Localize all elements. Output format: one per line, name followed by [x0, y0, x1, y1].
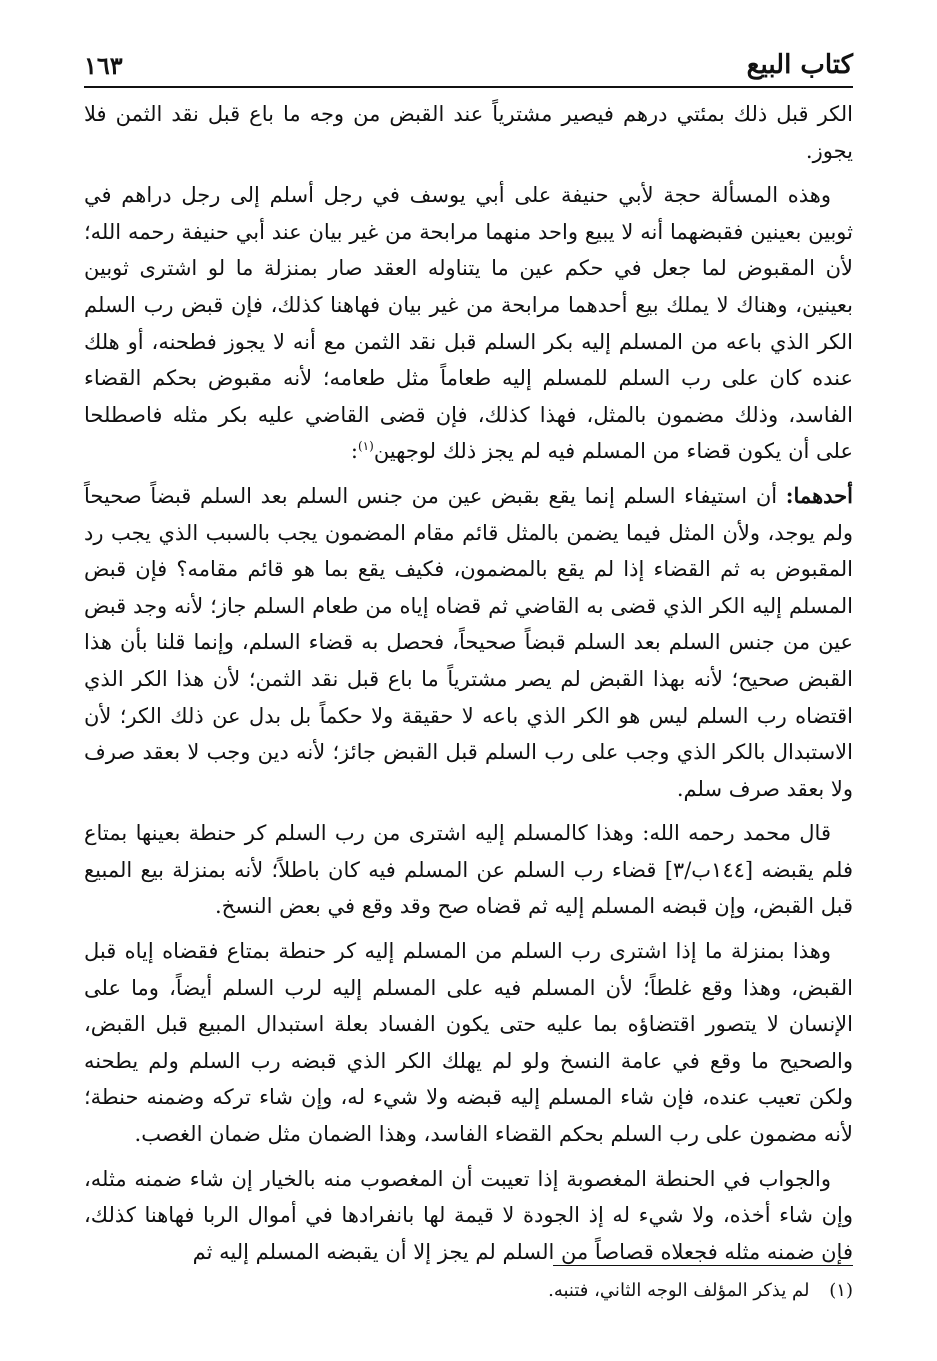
- footnote-divider: [553, 1265, 853, 1266]
- paragraph-5-text: وهذا بمنزلة ما إذا اشترى رب السلم من المسلم إليه كر حنطة بمتاع فقضاه إياه قبل القبض، وهذا وقع غلطاً؛ لأن المسلم فيه على المسلم إليه لرب السلم أيضاً، وما على الإنسان لا يتصور اقتضاؤه بما عليه حتى يكون الفساد بعلة استبدال المبيع قبل القبض، والصحيح ما وقع في عامة النسخ ولو لم يهلك الكر الذي قبضه رب السلم ولم يطحنه ولكن تعيب عنده، فإن شاء المسلم إليه قبضه ولا شيء له، وإن شاء تركه وضمنه حنطة؛ لأنه مضمون على رب السلم بحكم القضاء الفاسد، وهذا الضمان مثل ضمان الغصب.: [84, 939, 853, 1147]
- paragraph-1-text: الكر قبل ذلك بمئتي درهم فيصير مشترياً عند القبض من وجه ما باع قبل نقد الثمن فلا يجوز.: [84, 102, 853, 163]
- paragraph-3: [84, 478, 853, 807]
- paragraph-6-text: والجواب في الحنطة المغصوبة إذا تعيبت أن المغصوب منه بالخيار إن شاء ضمنه مثله، وإن شاء أخذه، ولا شيء له إذ الجودة لا قيمة لها بانفرادها في أموال الربا فهاهنا كذلك، فإن ضمنه مثله فجعلاه قصاصاً من السلم لم يجز إلا أن يقبضه المسلم إليه ثم: [84, 1166, 853, 1264]
- page-number: ١٦٣: [84, 51, 123, 80]
- page-header: [84, 34, 853, 88]
- footnote-text: لم يذكر المؤلف الوجه الثاني، فتنبه.: [548, 1280, 810, 1301]
- paragraph-6: [84, 1161, 853, 1271]
- paragraph-5: [84, 933, 853, 1153]
- paragraph-4-text: قال محمد رحمه الله: وهذا كالمسلم إليه اشترى من رب السلم كر حنطة بعينها بمتاع فلم يقبضه [١٤٤ب/٣] قضاء رب السلم عن المسلم فيه كان باطلاً؛ لأنه بمنزلة بيع المبيع قبل القبض، وإن قبضه المسلم إليه ثم قضاه صح وقد وقع في بعض النسخ.: [84, 821, 853, 919]
- footnote-marker[interactable]: (١): [357, 439, 374, 454]
- paragraph-4: [84, 815, 853, 925]
- running-title: كتاب البيع: [746, 50, 853, 80]
- paragraph-2: وهذه المسألة حجة لأبي حنيفة على أبي يوسف في رجل أسلم إلى رجل دراهم في ثوبين بعينين فقبضهما أنه لا يبيع واحد منهما مرابحة من غير بيان عند أبي حنيفة رحمه الله؛ لأن المقبوض لما جعل في حكم عين ما يتناوله العقد صار بمنزلة ما لو اشترى ثوبين بعينين، وهناك لا يملك بيع أحدهما مرابحة من غير بيان فهاهنا كذلك، فإن قبض رب السلم الكر الذي باعه من المسلم إليه بكر السلم قبل نقد الثمن مع أنه لا يجوز فطحنه، أو هلك عنده كان على رب السلم للمسلم إليه طعاماً مثل طعامه؛ لأنه مقبوض بحكم القضاء الفاسد، وذلك مضمون بالمثل، فهذا كذلك، فإن قضى القاضي عليه بكر مثله فاصطلحا على أن يكون قضاء من المسلم فيه لم يجز ذلك لوجهين$^{(١)}$:: [84, 183, 853, 464]
- paragraph-1: [84, 96, 853, 169]
- paragraph-2-text: وهذه المسألة حجة لأبي حنيفة على أبي يوسف في رجل أسلم إلى رجل دراهم في ثوبين بعينين فقبضهما أنه لا يبيع واحد منهما مرابحة من غير بيان عند أبي حنيفة رحمه الله؛ لأن المقبوض لما جعل في حكم عين ما يتناوله العقد صار بمنزلة ما لو اشترى ثوبين بعينين، وهناك لا يملك بيع أحدهما مرابحة من غير بيان فهاهنا كذلك، فإن قبض رب السلم الكر الذي باعه من المسلم إليه بكر السلم قبل نقد الثمن مع أنه لا يجوز فطحنه، أو هلك عنده كان على رب السلم للمسلم إليه طعاماً مثل طعامه؛ لأنه مقبوض بحكم القضاء الفاسد، وذلك مضمون بالمثل، فهذا كذلك، فإن قضى القاضي عليه بكر مثله فاصطلحا على أن يكون قضاء من المسلم فيه لم يجز ذلك لوجهين: [84, 183, 853, 464]
- paragraph-3-text: أن استيفاء السلم إنما يقع بقبض عين من جنس السلم بعد السلم قبضاً صحيحاً ولم يوجد، ولأن المثل فيما يضمن بالمثل قائم مقام المضمون يجب بالسبب الذي يجب رد المقبوض به ثم القضاء إذا لم يقع بالمضمون، فكيف يقع بما هو قائم مقامه؟ فإن قبض المسلم إليه الكر الذي قضى به القاضي ثم قضاه إياه من طعام السلم جاز؛ لأنه وجد قبض عين من جنس السلم بعد السلم قبضاً صحيحاً، فحصل به قضاء السلم، وإنما قلنا بأن هذا القبض صحيح؛ لأنه بهذا القبض لم يصر مشترياً ما باع قبل نقد الثمن؛ لأن هذا الكر الذي اقتضاه رب السلم ليس هو الكر الذي باعه لا حقيقة ولا حكماً بل بدل عن ذلك الكر؛ لأن الاستبدال بالكر الذي وجب على رب السلم قبل القبض جائز؛ لأنه دين وجب لا بعقد صرف ولا بعقد صرف سلم.: [84, 483, 853, 801]
- paragraph-3-lead: أحدهما:: [785, 482, 853, 508]
- main-text: [84, 96, 853, 1278]
- footnote: [84, 1280, 853, 1301]
- footnote-number: (١): [829, 1280, 853, 1301]
